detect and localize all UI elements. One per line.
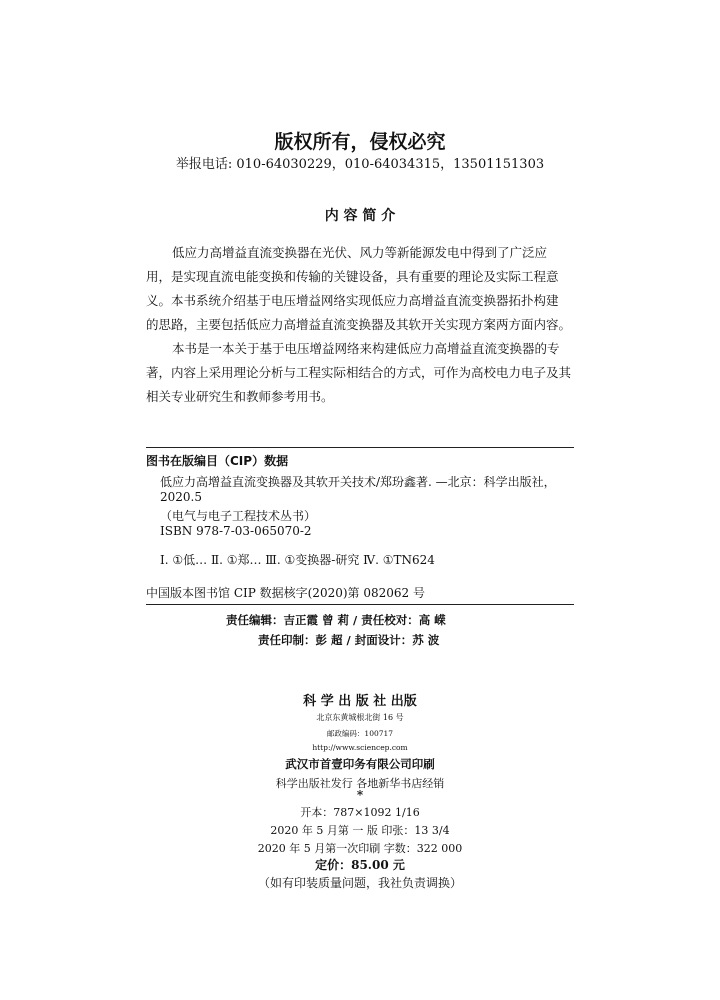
cip-series: （电气与电子工程技术丛书） (160, 509, 317, 523)
summary-line: 用，是实现直流电能变换和传输的关键设备，具有重要的理论及实际工程意 (146, 269, 559, 284)
cip-library-number: 中国版本图书馆 CIP 数据核字(2020)第 082062 号 (146, 586, 425, 600)
summary-line: 低应力高增益直流变换器在光伏、风力等新能源发电中得到了广泛应 (172, 245, 548, 260)
cip-date: 2020.5 (160, 490, 202, 504)
cip-bottom-rule (146, 604, 574, 605)
cip-top-rule (146, 447, 574, 448)
publisher-url: http://www.sciencep.com (312, 743, 408, 752)
quality-note: （如有印装质量问题，我社负责调换） (257, 876, 462, 890)
separator-star: * (356, 788, 364, 802)
price: 定价：85.00 元 (315, 858, 405, 872)
cip-isbn: ISBN 978-7-03-065070-2 (160, 524, 312, 538)
summary-line: 义。本书系统介绍基于电压增益网络实现低应力高增益直流变换器拓扑构建 (146, 293, 559, 308)
printing-info: 2020 年 5 月第一次印刷 字数：322 000 (257, 842, 463, 855)
distribution-info: 科学出版社发行 各地新华书店经销 (275, 777, 445, 790)
format-info: 开本：787×1092 1/16 (300, 806, 420, 819)
report-phone: 举报电话: 010-64030229，010-64034315，13501151303 (175, 157, 545, 172)
publisher-name: 科 学 出 版 社 出版 (303, 694, 417, 709)
copyright-notice: 版权所有，侵权必究 (274, 131, 446, 153)
cip-title: 图书在版编目（CIP）数据 (146, 454, 289, 468)
summary-heading: 内 容 简 介 (324, 208, 396, 224)
summary-line: 相关专业研究生和教师参考用书。 (146, 389, 334, 404)
edition-info: 2020 年 5 月第 一 版 印张：13 3/4 (270, 824, 450, 837)
editor-credits: 责任编辑：吉正霞 曾 莉 / 责任校对：高 嵘 (226, 613, 446, 627)
summary-line: 著，内容上采用理论分析与工程实际相结合的方式，可作为高校电力电子及其 (146, 365, 572, 380)
printing-credits: 责任印制：彭 超 / 封面设计：苏 波 (258, 633, 440, 647)
publisher-address: 北京东黄城根北街 16 号 (316, 713, 404, 722)
cip-classification: Ⅰ. ①低… Ⅱ. ①郑… Ⅲ. ①变换器-研究 Ⅳ. ①TN624 (160, 553, 435, 567)
printer-name: 武汉市首壹印务有限公司印刷 (285, 757, 435, 771)
cip-book-info: 低应力高增益直流变换器及其软开关技术/郑玢鑫著. —北京：科学出版社， (160, 475, 556, 489)
summary-line: 的思路，主要包括低应力高增益直流变换器及其软开关实现方案两方面内容。 (146, 317, 572, 332)
summary-line: 本书是一本关于基于电压增益网络来构建低应力高增益直流变换器的专 (172, 341, 560, 356)
publisher-postcode: 邮政编码：100717 (326, 729, 394, 738)
